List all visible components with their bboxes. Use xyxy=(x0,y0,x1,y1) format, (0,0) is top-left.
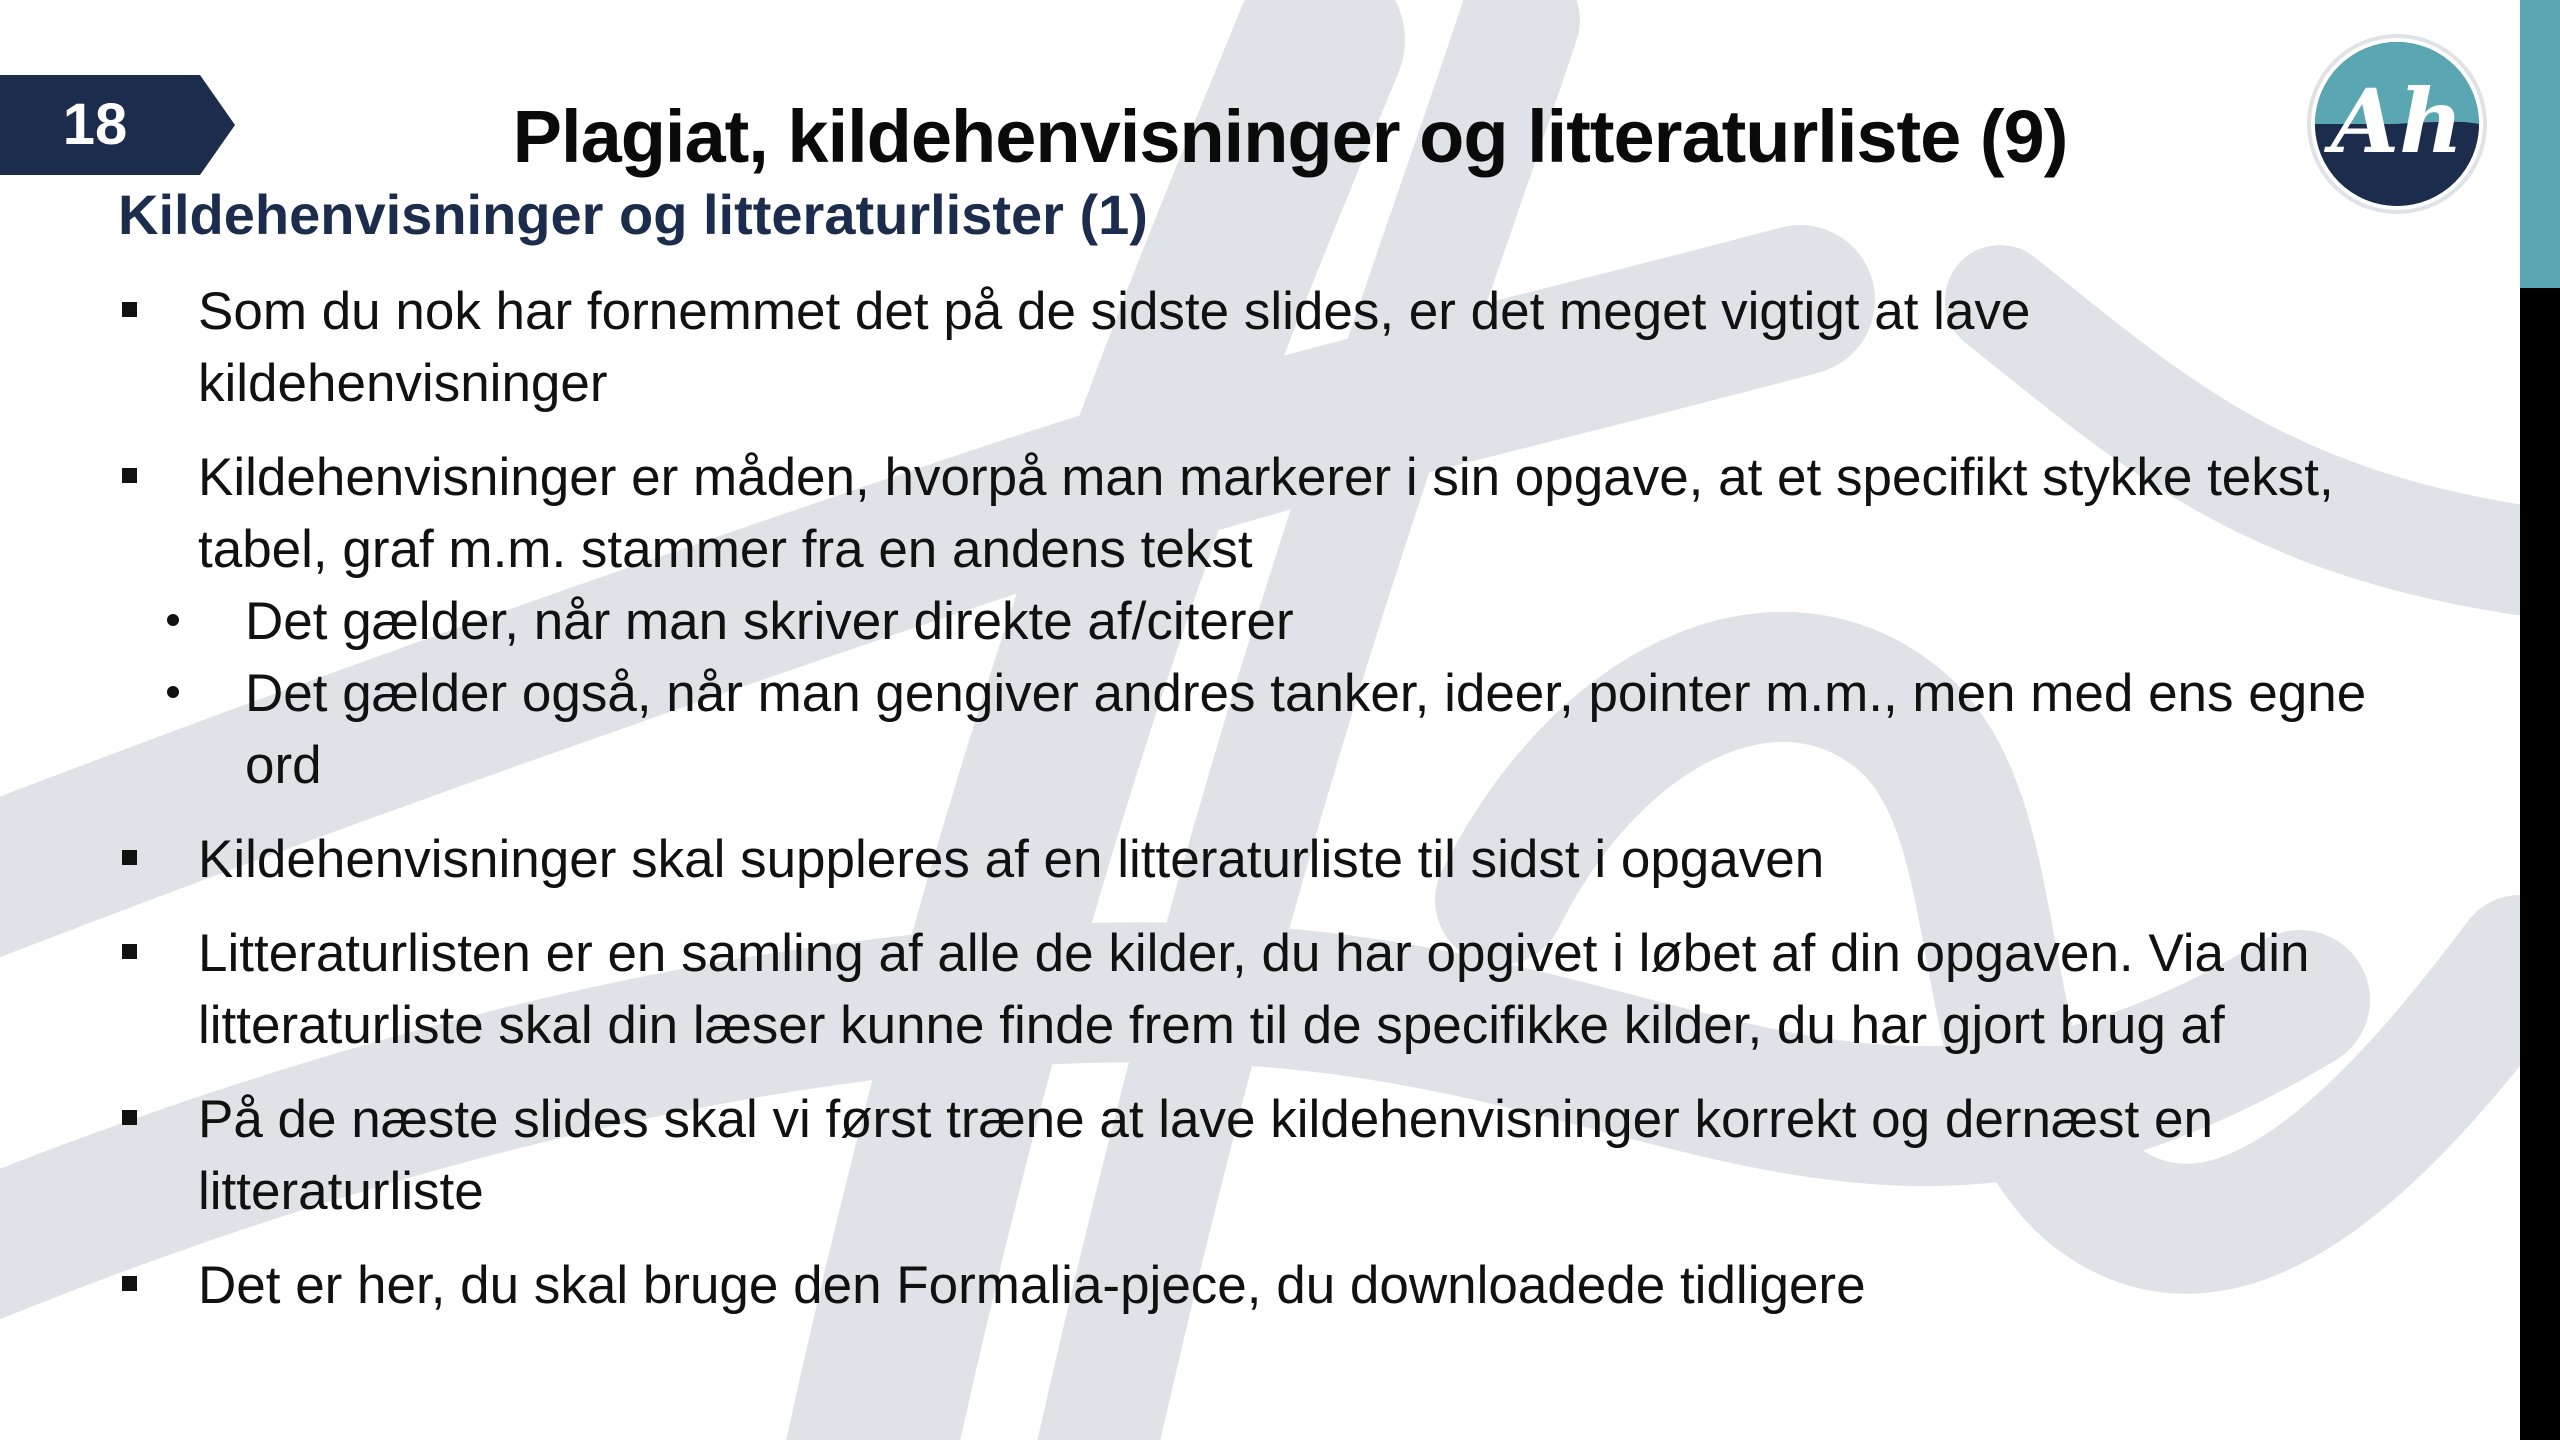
logo-text: Ah xyxy=(2330,69,2464,173)
bullet-text: Det er her, du skal bruge den Formalia-pjece, du downloadede tidligere xyxy=(198,1256,1866,1315)
bullet-item xyxy=(118,1250,2408,1322)
square-bullet-icon xyxy=(122,1276,137,1291)
square-bullet-icon xyxy=(122,302,137,317)
slide-title: Plagiat, kildehenvisninger og litteraturliste (9) xyxy=(512,95,2068,178)
right-edge-strip xyxy=(2520,0,2560,1440)
square-bullet-icon xyxy=(122,468,137,483)
bullet-list xyxy=(118,276,2408,1344)
sub-bullet-item xyxy=(118,586,2408,658)
sub-bullet-text: Det gælder også, når man gengiver andres tanker, ideer, pointer m.m., men med ens egne ord xyxy=(245,664,2367,795)
bullet-text: På de næste slides skal vi først træne at lave kildehenvisninger korrekt og dernæst en litteraturliste xyxy=(198,1090,2213,1221)
round-bullet-icon xyxy=(167,614,179,626)
bullet-text: Kildehenvisninger skal suppleres af en litteraturliste til sidst i opgaven xyxy=(198,830,1825,889)
bullet-item xyxy=(118,276,2408,420)
bullet-item xyxy=(118,918,2408,1062)
sub-bullet-list xyxy=(118,586,2408,802)
bullet-item xyxy=(118,442,2408,802)
bullet-text: Kildehenvisninger er måden, hvorpå man markerer i sin opgave, at et specifikt stykke tekst, tabel, graf m.m. stammer fra en andens tekst xyxy=(198,448,2334,579)
square-bullet-icon xyxy=(122,1110,137,1125)
round-bullet-icon xyxy=(167,686,179,698)
slide-number: 18 xyxy=(62,92,128,157)
bullet-item xyxy=(118,1084,2408,1228)
bullet-text: Som du nok har fornemmet det på de sidste slides, er det meget vigtigt at lave kildehenvisninger xyxy=(198,282,2031,413)
square-bullet-icon xyxy=(122,850,137,865)
bullet-item xyxy=(118,824,2408,896)
bullet-text: Litteraturlisten er en samling af alle de kilder, du har opgivet i løbet af din opgaven. Via din litteraturliste skal din læser kunne finde frem til de specifikke kilder, du har gjort brug af xyxy=(198,924,2310,1055)
slide-subtitle: Kildehenvisninger og litteraturlister (1) xyxy=(118,183,1148,246)
sub-bullet-text: Det gælder, når man skriver direkte af/citerer xyxy=(245,592,1294,651)
sub-bullet-item xyxy=(118,658,2408,802)
logo-icon xyxy=(2305,32,2489,216)
right-edge-accent xyxy=(2520,0,2560,288)
square-bullet-icon xyxy=(122,944,137,959)
